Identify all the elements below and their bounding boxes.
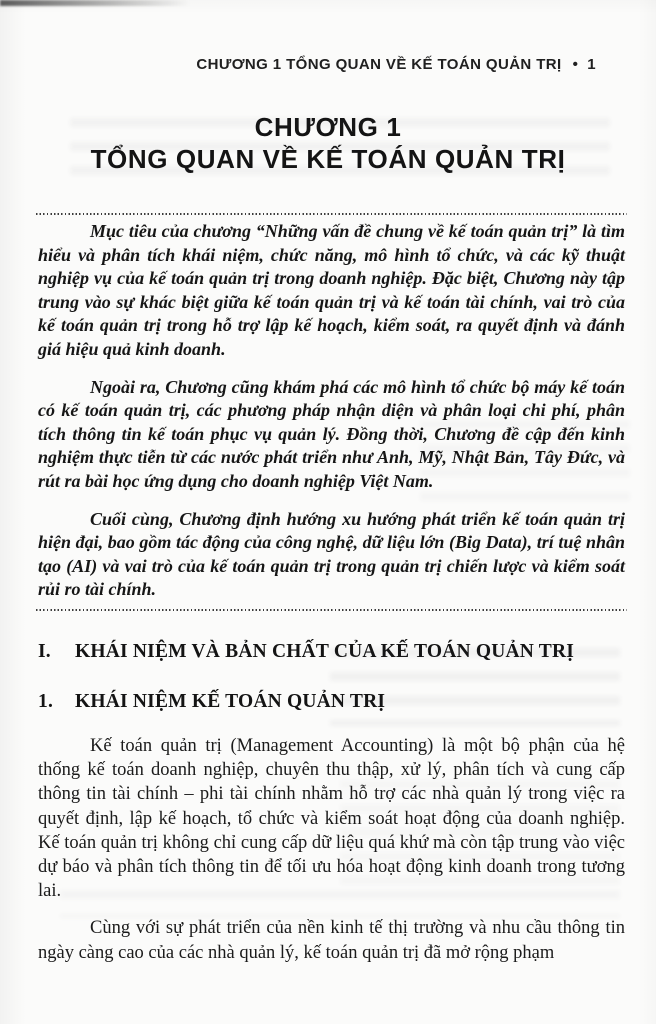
running-head-title: CHƯƠNG 1 TỔNG QUAN VỀ KẾ TOÁN QUẢN TRỊ xyxy=(196,56,562,73)
section-number: 1. xyxy=(38,690,54,712)
scan-smudge-artifact xyxy=(0,0,190,6)
summary-paragraph-3: Cuối cùng, Chương định hướng xu hướng phát triển kế toán quản trị hiện đại, bao gồm tác động của công nghệ, dữ liệu lớn (Big Data), trí tuệ nhân tạo (AI) và vai trò của kế toán quản trị trong quản trị chiến lược và kiểm soát rủi ro tài chính. xyxy=(38,508,625,600)
chapter-title xyxy=(0,111,656,175)
section-title: KHÁI NIỆM VÀ BẢN CHẤT CỦA KẾ TOÁN QUẢN TRỊ xyxy=(75,640,575,662)
section-heading-roman-1 xyxy=(38,640,625,664)
page-number: 1 xyxy=(587,56,596,73)
body-paragraph-1: Kế toán quản trị (Management Accounting) là một bộ phận của hệ thống kế toán doanh nghiệp, chuyên thu thập, xử lý, phân tích và cung cấp thông tin tài chính – phi tài chính nhằm hỗ trợ các nhà quản lý trong việc ra quyết định, lập kế hoạch, tổ chức và kiểm soát hoạt động của doanh nghiệp. Kế toán quản trị không chỉ cung cấp dữ liệu quá khứ mà còn tập trung vào việc dự báo và phân tích thông tin để tối ưu hóa hoạt động kinh doanh trong tương lai. xyxy=(38,735,625,902)
text-column xyxy=(38,213,625,965)
chapter-name: TỔNG QUAN VỀ KẾ TOÁN QUẢN TRỊ xyxy=(90,144,566,174)
running-head-separator: • xyxy=(572,56,579,73)
section-number: I. xyxy=(38,640,51,662)
running-head xyxy=(0,0,656,73)
chapter-summary xyxy=(38,213,625,611)
dotted-rule-top xyxy=(36,213,627,215)
section-title: KHÁI NIỆM KẾ TOÁN QUẢN TRỊ xyxy=(75,690,386,712)
chapter-number: CHƯƠNG 1 xyxy=(254,112,402,142)
dotted-rule-bottom xyxy=(36,609,627,611)
section-heading-arabic-1 xyxy=(38,690,625,714)
summary-paragraph-2: Ngoài ra, Chương cũng khám phá các mô hình tổ chức bộ máy kế toán có kế toán quản trị, các phương pháp nhận diện và phân loại chi phí, phân tích thông tin kế toán phục vụ quản lý. Đồng thời, Chương đề cập đến kinh nghiệm thực tiễn từ các nước phát triển như Anh, Mỹ, Nhật Bản, Tây Đức, và rút ra bài học ứng dụng cho doanh nghiệp Việt Nam. xyxy=(38,376,625,491)
body-paragraph-2: Cùng với sự phát triển của nền kinh tế thị trường và nhu cầu thông tin ngày càng cao của các nhà quản lý, kế toán quản trị đã mở rộng phạm xyxy=(38,918,625,963)
summary-paragraph-1: Mục tiêu của chương “Những vấn đề chung về kế toán quản trị” là tìm hiểu và phân tích khái niệm, chức năng, mô hình tổ chức, và các kỹ thuật nghiệp vụ của kế toán quản trị trong doanh nghiệp. Đặc biệt, Chương này tập trung vào sự khác biệt giữa kế toán quản trị và kế toán tài chính, vai trò của kế toán quản trị trong hỗ trợ lập kế hoạch, kiểm soát, ra quyết định và đánh giá hiệu quả kinh doanh. xyxy=(38,221,625,359)
